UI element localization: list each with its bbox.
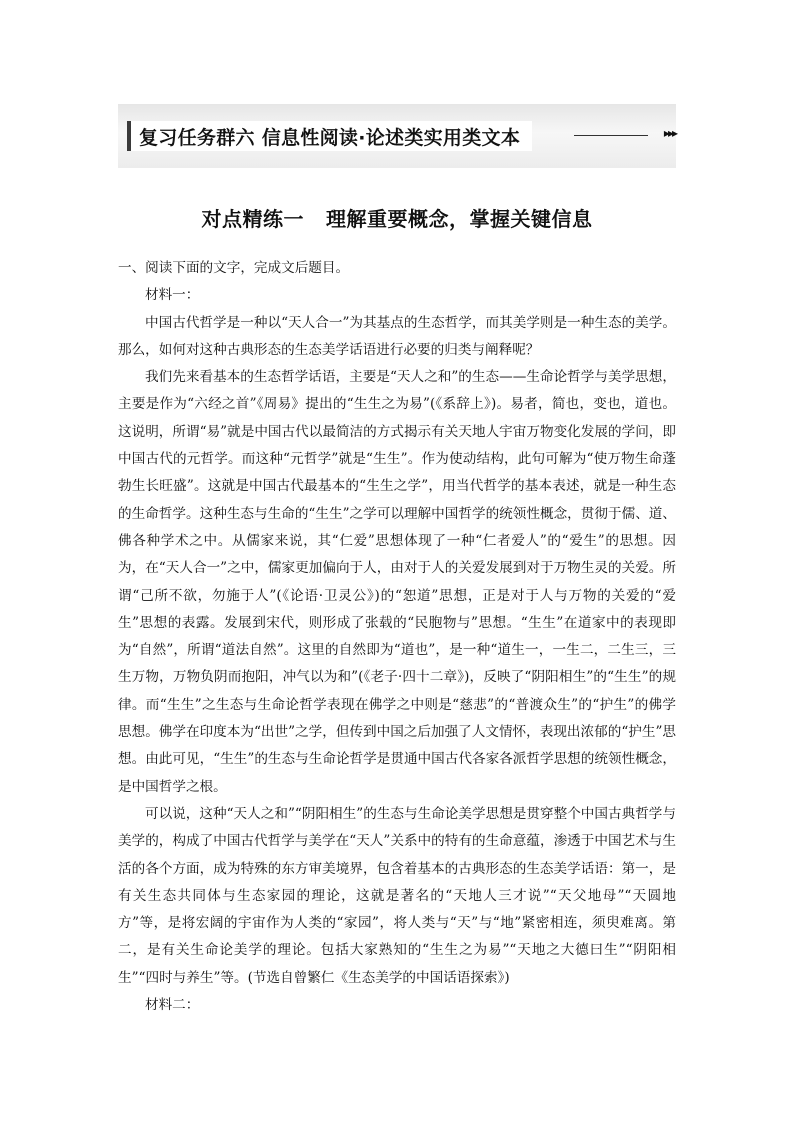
banner-title: 复习任务群六 信息性阅读·论述类实用类文本 [139,126,521,149]
paragraph-2: 我们先来看基本的生态哲学话语，主要是“天人之和”的生态——生命论哲学与美学思想，主要是作为“六经之首”《周易》提出的“生生之为易”(《系辞上》)。易者，简也，变也，道也。这说明，所谓“易”就是中国古代以最简洁的方式揭示有关天地人宇宙万物变化发展的学问，即中国古代的元哲学。而这种“元哲学”就是“生生”。作为使动结构，此句可解为“使万物生命蓬勃生长旺盛”。这就是中国古代最基本的“生生之学”，用当代哲学的基本表述，就是一种生态的生命哲学。这种生态与生命的“生生”之学可以理解中国哲学的统领性概念，贯彻于儒、道、佛各种学术之中。从儒家来说，其“仁爱”思想体现了一种“仁者爱人”的“爱生”的思想。因为，在“天人合一”之中，儒家更加偏向于人，由对于人的关爱发展到对于万物生灵的关爱。所谓“己所不欲，勿施于人”(《论语·卫灵公》)的“恕道”思想，正是对于人与万物的关爱的“爱生”思想的表露。发展到宋代，则形成了张载的“民胞物与”思想。“生生”在道家中的表现即为“自然”，所谓“道法自然”。这里的自然即为“道也”，是一种“道生一，一生二，二生三，三生万物，万物负阴而抱阳，冲气以为和”(《老子·四十二章》)，反映了“阴阳相生”的“生生”的规律。而“生生”之生态与生命论哲学表现在佛学之中则是“慈悲”的“普渡众生”的“护生”的佛学思想。佛学在印度本为“出世”之学，但传到中国之后加强了人文情怀，表现出浓郁的“护生”思想。由此可见，“生生”的生态与生命论哲学是贯通中国古代各家各派哲学思想的统领性概念，是中国哲学之根。 [118,369,676,795]
banner-divider-line [574,135,648,136]
triple-arrow-icon: ▸▸▸ [663,126,676,140]
question-instruction: 一、阅读下面的文字，完成文后题目。 [118,260,350,276]
banner-title-box [127,121,532,151]
section-banner [118,104,676,168]
page-title [0,203,794,232]
material-1-label: 材料一： [145,287,200,304]
page-title-part2: 理解重要概念，掌握关键信息 [326,207,593,231]
material-2-label: 材料二： [145,997,200,1014]
page-title-part1: 对点精练一 [201,207,304,231]
document-body [118,255,676,1019]
paragraph-1: 中国古代哲学是一种以“天人合一”为其基点的生态哲学，而其美学则是一种生态的美学。那么，如何对这种古典形态的生态美学话语进行必要的归类与阐释呢？ [118,314,676,358]
paragraph-3: 可以说，这种“天人之和”“阴阳相生”的生态与生命论美学思想是贯穿整个中国古典哲学与美学的，构成了中国古代哲学与美学在“天人”关系中的特有的生命意蕴，渗透于中国艺术与生活的各个方面，成为特殊的东方审美境界，包含着基本的古典形态的生态美学话语：第一，是有关生态共同体与生态家园的理论，这就是著名的“天地人三才说”“天父地母”“天圆地方”等，是将宏阔的宇宙作为人类的“家园”，将人类与“天”与“地”紧密相连，须臾难离。第二，是有关生命论美学的理论。包括大家熟知的“生生之为易”“天地之大德曰生”“阴阳相生”“四时与养生”等。(节选自曾繁仁《生态美学的中国话语探索》) [118,805,676,986]
